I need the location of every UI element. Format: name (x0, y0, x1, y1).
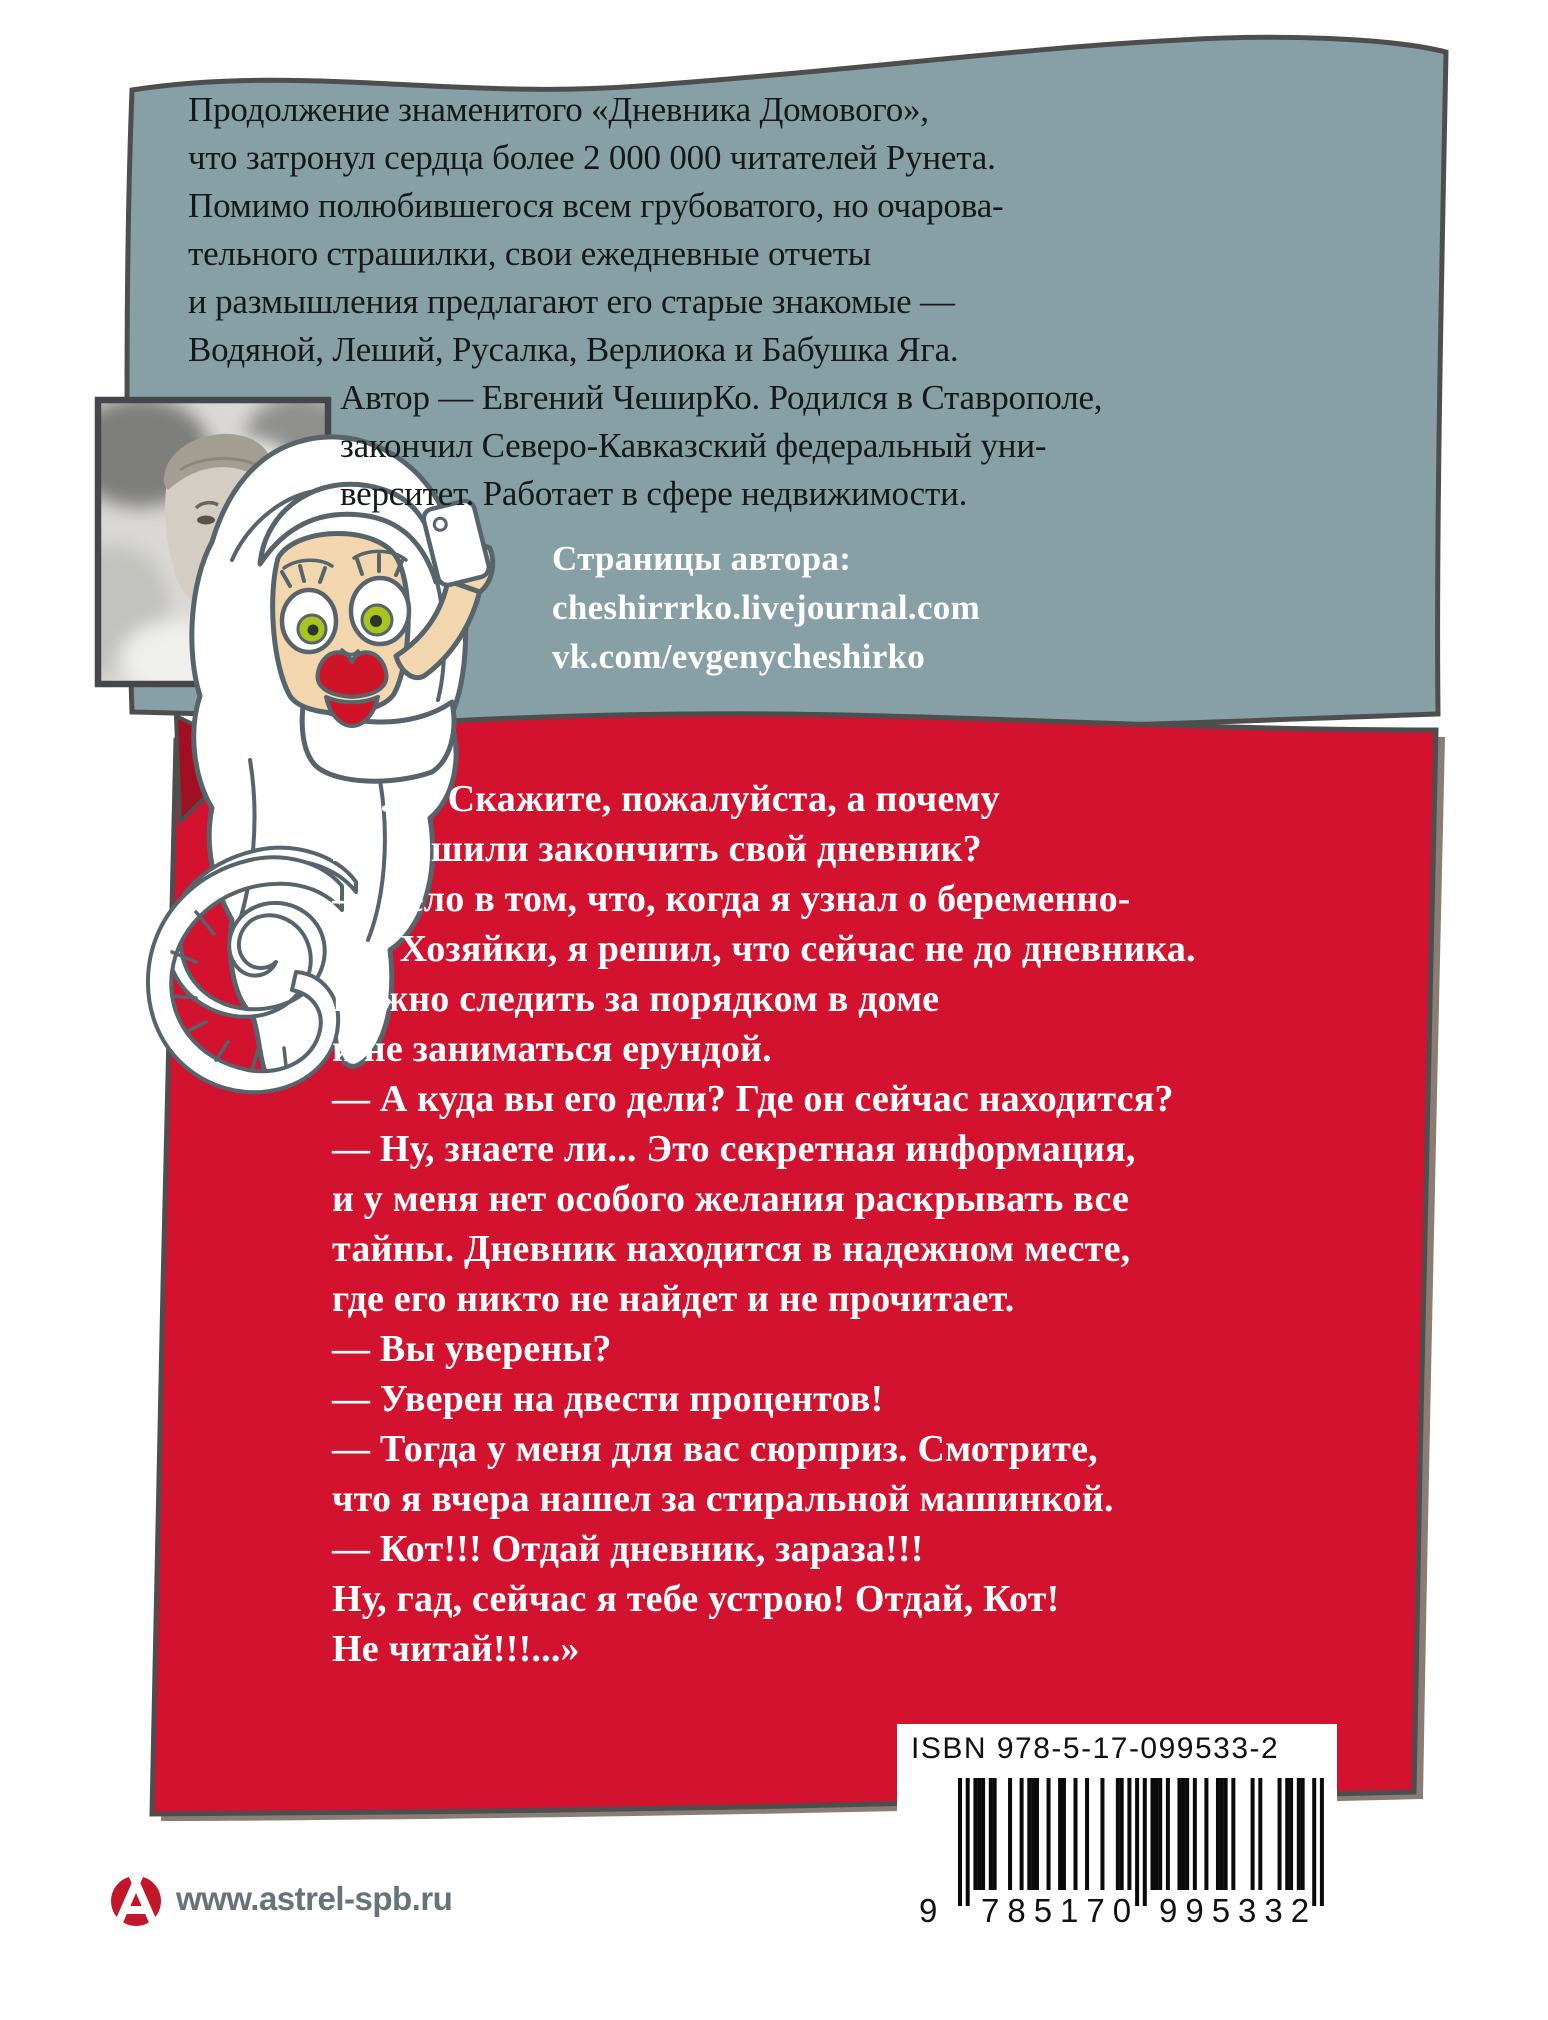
barcode-digit-group: 785170 (981, 1892, 1140, 1929)
excerpt-line: — Ну, знаете ли... Это секретная информация, (332, 1128, 1136, 1170)
author-bio (340, 374, 1430, 518)
vk-link: vk.com/evgenycheshirko (552, 637, 926, 676)
author-bio-line: Автор — Евгений ЧеширКо. Родился в Ставрополе, (340, 378, 1103, 417)
blurb-line: Помимо полюбившегося всем грубоватого, но очарова- (188, 186, 1004, 225)
publisher-website: www.astrel-spb.ru (176, 1880, 453, 1917)
excerpt-line: и у меня нет особого желания раскрывать все (332, 1178, 1130, 1220)
barcode-digit-group: 9 (919, 1892, 946, 1929)
excerpt-line: Нужно следить за порядком в доме (332, 978, 940, 1020)
excerpt-line: где его никто не найдет и не прочитает. (332, 1278, 1015, 1320)
excerpt-line: — А куда вы его дели? Где он сейчас находится? (332, 1078, 1174, 1120)
isbn-box (897, 1724, 1337, 1956)
blurb-line: что затронул сердца более 2 000 000 читателей Рунета. (188, 138, 996, 177)
excerpt-line: и не заниматься ерундой. (332, 1028, 772, 1070)
blurb-line: тельного страшилки, свои ежедневные отчеты (188, 234, 872, 273)
excerpt-line: тайны. Дневник находится в надежном месте, (332, 1228, 1131, 1270)
barcode-digit-group: 995332 (1159, 1892, 1318, 1929)
excerpt-line: — Кот!!! Отдай дневник, зараза!!! (332, 1528, 924, 1570)
excerpt-line: Не читай!!!...» (332, 1628, 580, 1670)
author-links-heading: Страницы автора: (552, 539, 852, 578)
isbn-label: ISBN 978-5-17-099533-2 (911, 1732, 1280, 1765)
livejournal-link: cheshirrrko.livejournal.com (552, 588, 981, 627)
excerpt-line: — Тогда у меня для вас сюрприз. Смотрите, (332, 1428, 1098, 1470)
blurb-line: и размышления предлагают его старые знакомые — (188, 282, 955, 321)
blurb-line: Водяной, Леший, Русалка, Верлиока и Бабушка Яга. (188, 330, 959, 369)
blurb-paragraph (188, 86, 1428, 374)
author-bio-line: верситет. Работает в сфере недвижимости. (340, 474, 968, 513)
excerpt-line: « ... — Скажите, пожалуйста, а почему (332, 778, 1000, 820)
excerpt-line: — Дело в том, что, когда я узнал о беременно- (332, 878, 1131, 920)
astrel-logo-icon (111, 1874, 161, 1926)
excerpt-line: что я вчера нашел за стиральной машинкой. (332, 1478, 1114, 1520)
book-excerpt (332, 774, 1422, 1674)
excerpt-line: вы решили закончить свой дневник? (332, 828, 982, 870)
excerpt-line: — Вы уверены? (332, 1328, 612, 1370)
author-bio-line: закончил Северо-Кавказский федеральный уни- (340, 426, 1047, 465)
excerpt-line: сти Хозяйки, я решил, что сейчас не до дневника. (332, 928, 1196, 970)
excerpt-line: — Уверен на двести процентов! (332, 1378, 884, 1420)
excerpt-line: Ну, гад, сейчас я тебе устрою! Отдай, Кот! (332, 1578, 1060, 1620)
author-links (552, 534, 1432, 681)
blurb-line: Продолжение знаменитого «Дневника Домового», (188, 90, 929, 129)
